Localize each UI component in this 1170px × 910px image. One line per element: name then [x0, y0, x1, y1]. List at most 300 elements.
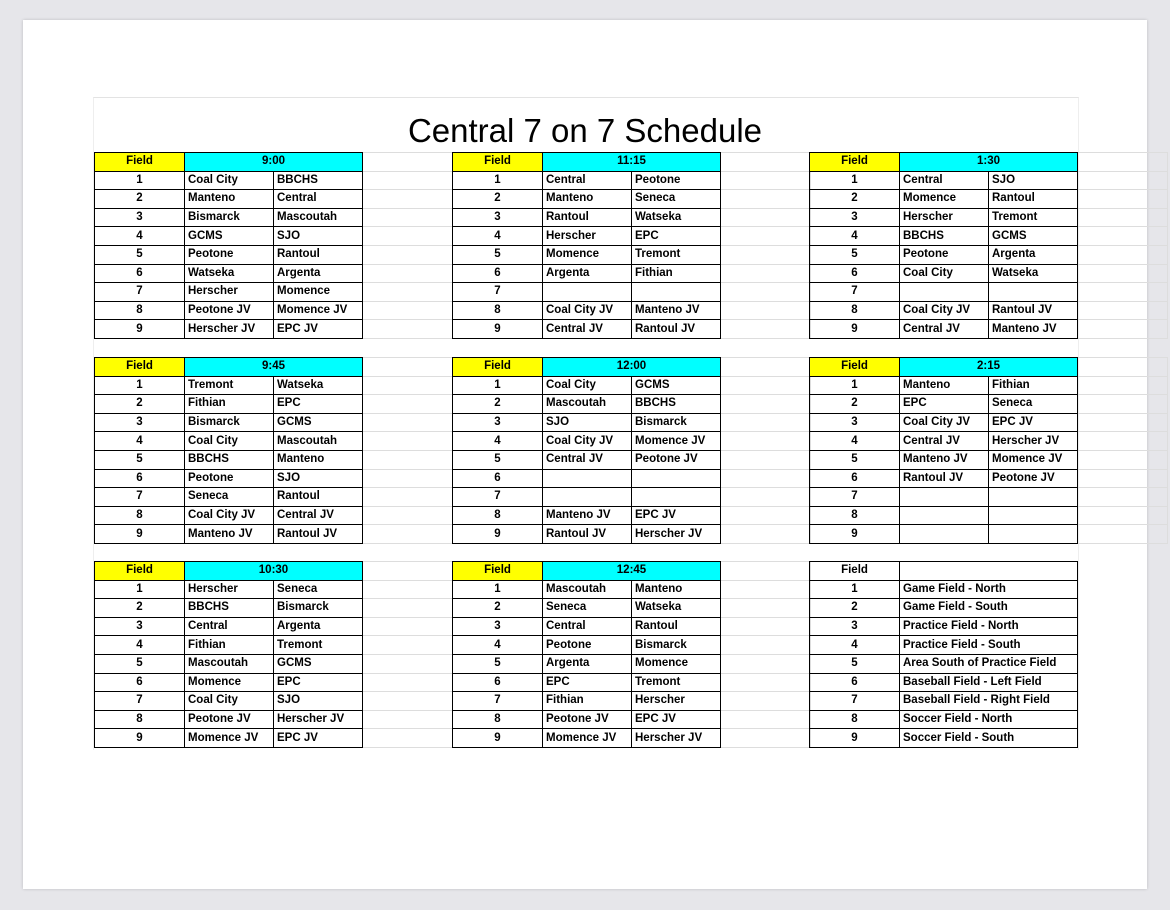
empty-cell [721, 432, 811, 451]
empty-cell [721, 617, 811, 636]
team-cell: Herscher JV [632, 729, 721, 748]
schedule-title: Central 7 on 7 Schedule [407, 112, 763, 149]
field-number: 8 [95, 710, 185, 729]
empty-cell [721, 227, 811, 246]
field-number: 9 [95, 729, 185, 748]
field-number: 9 [453, 525, 543, 544]
schedule-row [95, 599, 453, 618]
schedule-row [810, 395, 1168, 414]
team-cell: Herscher JV [632, 525, 721, 544]
team-cell: Manteno [185, 190, 274, 209]
schedule-row [95, 264, 453, 283]
empty-cell [1078, 358, 1168, 377]
team-cell: Fithian [185, 395, 274, 414]
team-cell: Manteno JV [185, 525, 274, 544]
schedule-row [95, 525, 453, 544]
field-number: 9 [95, 525, 185, 544]
empty-cell [721, 358, 811, 377]
schedule-row [810, 413, 1168, 432]
field-number: 2 [810, 599, 900, 618]
team-cell [900, 488, 989, 507]
schedule-row [810, 450, 1168, 469]
empty-cell [721, 525, 811, 544]
empty-cell [363, 710, 453, 729]
field-number: 3 [453, 208, 543, 227]
team-cell: SJO [274, 227, 363, 246]
field-location-name: Baseball Field - Right Field [900, 692, 1078, 711]
team-cell: Momence JV [274, 301, 363, 320]
team-cell: Manteno [632, 580, 721, 599]
time-block [94, 152, 453, 339]
field-number: 1 [95, 376, 185, 395]
team-cell: Watseka [989, 264, 1078, 283]
team-cell: Central [274, 190, 363, 209]
schedule-row [453, 227, 811, 246]
team-cell: Watseka [632, 599, 721, 618]
block-header-row [453, 358, 811, 377]
legend-row [810, 617, 1078, 636]
team-cell: Peotone [185, 245, 274, 264]
block-header-row [95, 562, 453, 581]
empty-cell [363, 506, 453, 525]
field-number: 9 [453, 320, 543, 339]
team-cell: Momence [900, 190, 989, 209]
empty-cell [363, 227, 453, 246]
field-number: 8 [453, 506, 543, 525]
time-block [94, 357, 453, 544]
team-cell: Rantoul [632, 617, 721, 636]
team-cell: GCMS [989, 227, 1078, 246]
team-cell: Rantoul JV [989, 301, 1078, 320]
empty-cell [1078, 506, 1168, 525]
team-cell: Watseka [274, 376, 363, 395]
team-cell: GCMS [274, 654, 363, 673]
field-number: 7 [95, 488, 185, 507]
empty-cell [1078, 283, 1168, 302]
field-number: 9 [95, 320, 185, 339]
field-number: 9 [810, 525, 900, 544]
field-number: 3 [453, 617, 543, 636]
empty-cell [1078, 320, 1168, 339]
empty-cell [363, 171, 453, 190]
schedule-row [95, 395, 453, 414]
team-cell: Momence [543, 245, 632, 264]
empty-cell [1078, 395, 1168, 414]
team-cell: Herscher JV [274, 710, 363, 729]
schedule-row [810, 432, 1168, 451]
field-number: 7 [453, 488, 543, 507]
schedule-row [810, 376, 1168, 395]
legend-row [810, 636, 1078, 655]
team-cell [632, 283, 721, 302]
legend-row [810, 692, 1078, 711]
legend-empty-header [900, 562, 1078, 581]
time-block [94, 561, 453, 748]
field-number: 2 [95, 395, 185, 414]
time-slot-header: 11:15 [543, 153, 721, 172]
empty-cell [1078, 376, 1168, 395]
field-number: 8 [810, 301, 900, 320]
team-cell: Peotone JV [989, 469, 1078, 488]
team-cell [900, 283, 989, 302]
field-location-name: Soccer Field - South [900, 729, 1078, 748]
team-cell: Rantoul JV [274, 525, 363, 544]
team-cell: Manteno JV [989, 320, 1078, 339]
team-cell: EPC JV [632, 506, 721, 525]
team-cell: Rantoul [989, 190, 1078, 209]
team-cell: Peotone JV [185, 301, 274, 320]
schedule-row [453, 450, 811, 469]
team-cell: Coal City [185, 432, 274, 451]
schedule-row [453, 245, 811, 264]
empty-cell [363, 283, 453, 302]
schedule-row [453, 432, 811, 451]
field-number: 7 [453, 692, 543, 711]
field-number: 7 [810, 488, 900, 507]
legend-row [810, 729, 1078, 748]
field-location-name: Game Field - North [900, 580, 1078, 599]
field-number: 3 [95, 413, 185, 432]
field-number: 4 [95, 227, 185, 246]
team-cell [989, 506, 1078, 525]
team-cell [543, 469, 632, 488]
team-cell: SJO [989, 171, 1078, 190]
field-header: Field [453, 358, 543, 377]
team-cell: EPC JV [989, 413, 1078, 432]
empty-cell [363, 376, 453, 395]
team-cell: EPC JV [632, 710, 721, 729]
schedule-row [95, 171, 453, 190]
team-cell [900, 506, 989, 525]
empty-cell [1078, 190, 1168, 209]
team-cell: Bismarck [185, 208, 274, 227]
empty-cell [721, 469, 811, 488]
schedule-row [95, 488, 453, 507]
time-block [452, 561, 811, 748]
schedule-row [453, 617, 811, 636]
field-number: 4 [453, 432, 543, 451]
empty-cell [363, 617, 453, 636]
empty-cell [1078, 413, 1168, 432]
schedule-row [453, 395, 811, 414]
team-cell: Herscher JV [185, 320, 274, 339]
schedule-row [95, 190, 453, 209]
team-cell: EPC [632, 227, 721, 246]
team-cell: Fithian [632, 264, 721, 283]
schedule-row [453, 283, 811, 302]
legend-header-row [810, 562, 1078, 581]
empty-cell [721, 413, 811, 432]
field-number: 2 [810, 190, 900, 209]
legend-row [810, 673, 1078, 692]
field-number: 1 [95, 171, 185, 190]
team-cell: Fithian [185, 636, 274, 655]
team-cell: Fithian [989, 376, 1078, 395]
team-cell: EPC JV [274, 320, 363, 339]
team-cell: Rantoul [543, 208, 632, 227]
team-cell [632, 488, 721, 507]
field-number: 8 [453, 710, 543, 729]
empty-cell [363, 264, 453, 283]
empty-cell [721, 673, 811, 692]
field-number: 6 [95, 673, 185, 692]
legend-row [810, 710, 1078, 729]
legend-row [810, 599, 1078, 618]
empty-cell [1078, 450, 1168, 469]
team-cell: GCMS [185, 227, 274, 246]
team-cell: Mascoutah [543, 580, 632, 599]
team-cell: Manteno [543, 190, 632, 209]
schedule-row [95, 320, 453, 339]
team-cell: Seneca [185, 488, 274, 507]
schedule-row [453, 190, 811, 209]
field-location-name: Area South of Practice Field [900, 654, 1078, 673]
block-header-row [810, 358, 1168, 377]
team-cell: Peotone [900, 245, 989, 264]
field-number: 9 [810, 320, 900, 339]
team-cell: EPC [274, 673, 363, 692]
empty-cell [1078, 208, 1168, 227]
schedule-row [810, 488, 1168, 507]
team-cell: Central [543, 171, 632, 190]
field-number: 4 [810, 636, 900, 655]
team-cell: Herscher [900, 208, 989, 227]
team-cell: Momence [632, 654, 721, 673]
field-number: 2 [95, 190, 185, 209]
schedule-row [453, 599, 811, 618]
team-cell: Mascoutah [185, 654, 274, 673]
team-cell: Mascoutah [543, 395, 632, 414]
team-cell: Central JV [543, 320, 632, 339]
empty-cell [363, 599, 453, 618]
team-cell: Central [185, 617, 274, 636]
team-cell: Argenta [274, 617, 363, 636]
team-cell: Bismarck [632, 413, 721, 432]
team-cell: SJO [274, 692, 363, 711]
field-header: Field [810, 358, 900, 377]
field-number: 5 [453, 654, 543, 673]
schedule-row [453, 729, 811, 748]
team-cell [900, 525, 989, 544]
time-slot-header: 12:45 [543, 562, 721, 581]
schedule-row [95, 469, 453, 488]
field-number: 6 [95, 264, 185, 283]
field-number: 7 [810, 283, 900, 302]
team-cell: EPC JV [274, 729, 363, 748]
team-cell: Tremont [274, 636, 363, 655]
field-number: 4 [810, 227, 900, 246]
field-number: 1 [453, 171, 543, 190]
field-number: 3 [810, 617, 900, 636]
field-number: 5 [95, 654, 185, 673]
empty-cell [721, 506, 811, 525]
schedule-row [810, 525, 1168, 544]
team-cell: GCMS [274, 413, 363, 432]
team-cell: Central JV [543, 450, 632, 469]
field-number: 6 [453, 469, 543, 488]
field-location-name: Soccer Field - North [900, 710, 1078, 729]
team-cell: Coal City JV [900, 301, 989, 320]
field-header: Field [453, 153, 543, 172]
team-cell: Coal City [900, 264, 989, 283]
field-number: 6 [453, 673, 543, 692]
empty-cell [363, 358, 453, 377]
schedule-row [95, 673, 453, 692]
legend-row [810, 580, 1078, 599]
field-number: 5 [95, 450, 185, 469]
field-number: 8 [810, 506, 900, 525]
empty-cell [1078, 525, 1168, 544]
field-number: 1 [810, 171, 900, 190]
field-legend [809, 561, 1078, 748]
field-number: 8 [95, 506, 185, 525]
field-number: 6 [810, 673, 900, 692]
schedule-row [453, 301, 811, 320]
team-cell: Watseka [185, 264, 274, 283]
team-cell: BBCHS [185, 450, 274, 469]
empty-cell [721, 710, 811, 729]
field-number: 1 [810, 580, 900, 599]
field-number: 9 [810, 729, 900, 748]
empty-cell [363, 469, 453, 488]
field-number: 2 [810, 395, 900, 414]
field-number: 3 [810, 208, 900, 227]
team-cell: Manteno JV [543, 506, 632, 525]
team-cell: Coal City JV [543, 432, 632, 451]
field-number: 8 [453, 301, 543, 320]
team-cell: Coal City [543, 376, 632, 395]
team-cell: Tremont [185, 376, 274, 395]
empty-cell [363, 301, 453, 320]
empty-cell [721, 208, 811, 227]
block-header-row [453, 153, 811, 172]
team-cell: Argenta [543, 654, 632, 673]
schedule-row [95, 227, 453, 246]
field-number: 5 [453, 245, 543, 264]
time-slot-header: 10:30 [185, 562, 363, 581]
field-number: 3 [95, 208, 185, 227]
schedule-row [453, 208, 811, 227]
team-cell: Coal City JV [900, 413, 989, 432]
field-number: 2 [453, 190, 543, 209]
team-cell: EPC [543, 673, 632, 692]
field-header: Field [95, 562, 185, 581]
schedule-row [453, 710, 811, 729]
team-cell: Peotone [185, 469, 274, 488]
team-cell: SJO [274, 469, 363, 488]
field-location-name: Baseball Field - Left Field [900, 673, 1078, 692]
empty-cell [721, 599, 811, 618]
team-cell: Rantoul [274, 488, 363, 507]
legend-field-header: Field [810, 562, 900, 581]
empty-cell [363, 562, 453, 581]
field-number: 1 [453, 580, 543, 599]
team-cell: Tremont [632, 673, 721, 692]
schedule-row [453, 654, 811, 673]
field-header: Field [95, 358, 185, 377]
team-cell: Central JV [900, 320, 989, 339]
team-cell: Herscher [543, 227, 632, 246]
schedule-row [453, 636, 811, 655]
empty-cell [721, 376, 811, 395]
team-cell: Momence JV [185, 729, 274, 748]
schedule-row [95, 208, 453, 227]
team-cell: Coal City JV [185, 506, 274, 525]
field-number: 2 [95, 599, 185, 618]
schedule-row [810, 301, 1168, 320]
team-cell: Herscher [632, 692, 721, 711]
empty-cell [721, 580, 811, 599]
team-cell: Mascoutah [274, 432, 363, 451]
schedule-row [95, 301, 453, 320]
empty-cell [363, 692, 453, 711]
schedule-row [95, 654, 453, 673]
empty-cell [721, 395, 811, 414]
team-cell: Rantoul JV [900, 469, 989, 488]
field-number: 5 [810, 654, 900, 673]
team-cell: Momence JV [989, 450, 1078, 469]
empty-cell [721, 245, 811, 264]
block-header-row [95, 153, 453, 172]
schedule-row [453, 673, 811, 692]
schedule-row [810, 190, 1168, 209]
field-header: Field [95, 153, 185, 172]
empty-cell [363, 395, 453, 414]
field-number: 6 [453, 264, 543, 283]
legend-row [810, 654, 1078, 673]
team-cell: BBCHS [632, 395, 721, 414]
schedule-row [95, 283, 453, 302]
schedule-row [95, 506, 453, 525]
schedule-row [810, 320, 1168, 339]
empty-cell [721, 562, 811, 581]
empty-cell [721, 692, 811, 711]
field-number: 4 [95, 432, 185, 451]
field-number: 4 [453, 636, 543, 655]
empty-cell [721, 450, 811, 469]
schedule-row [453, 580, 811, 599]
empty-cell [721, 729, 811, 748]
empty-cell [1078, 301, 1168, 320]
team-cell: Argenta [543, 264, 632, 283]
team-cell: Manteno JV [632, 301, 721, 320]
team-cell: Bismarck [274, 599, 363, 618]
empty-cell [363, 190, 453, 209]
time-block [452, 152, 811, 339]
field-header: Field [810, 153, 900, 172]
empty-cell [1078, 469, 1168, 488]
team-cell: Seneca [543, 599, 632, 618]
empty-cell [1078, 227, 1168, 246]
field-number: 6 [810, 264, 900, 283]
team-cell: Momence JV [632, 432, 721, 451]
empty-cell [1078, 153, 1168, 172]
schedule-row [810, 283, 1168, 302]
team-cell: Tremont [989, 208, 1078, 227]
schedule-row [95, 580, 453, 599]
field-location-name: Practice Field - North [900, 617, 1078, 636]
team-cell [543, 488, 632, 507]
block-header-row [95, 358, 453, 377]
team-cell: Watseka [632, 208, 721, 227]
block-header-row [810, 153, 1168, 172]
field-number: 6 [810, 469, 900, 488]
schedule-row [453, 376, 811, 395]
field-number: 3 [453, 413, 543, 432]
empty-cell [363, 729, 453, 748]
schedule-row [810, 264, 1168, 283]
schedule-row [95, 245, 453, 264]
